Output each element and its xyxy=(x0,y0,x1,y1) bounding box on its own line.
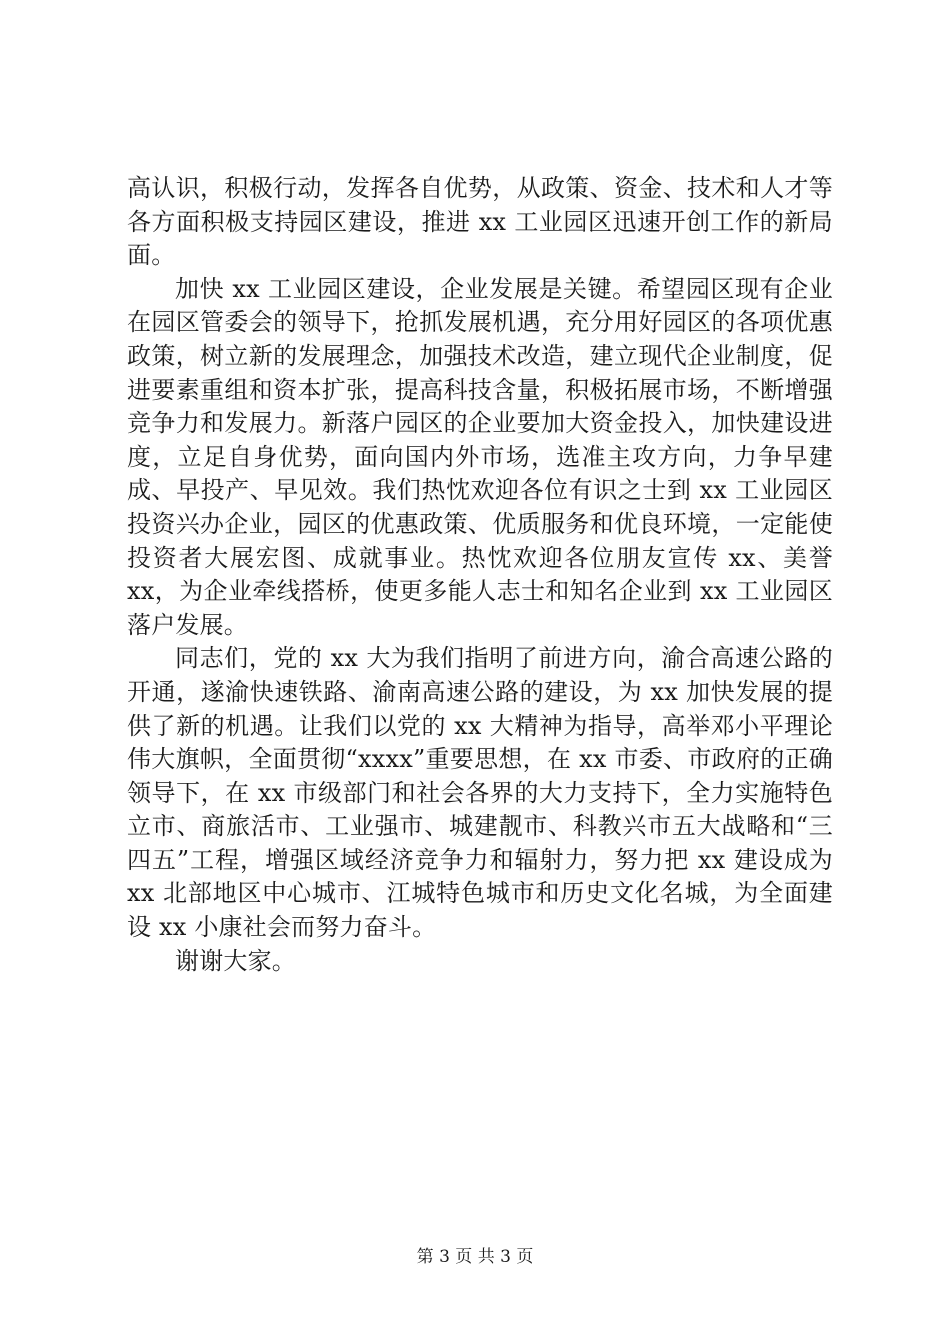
paragraph-3: 同志们，党的 xx 大为我们指明了前进方向，渝合高速公路的开通，遂渝快速铁路、渝南高速公路的建设，为 xx 加快发展的提供了新的机遇。让我们以党的 xx 大精神为指导，高举邓小平理论伟大旗帜，全面贯彻“xxxx”重要思想，在 xx 市委、市政府的正确领导下，在 xx 市级部门和社会各界的大力支持下，全力实施特色立市、商旅活市、工业强市、城建靓市、科教兴市五大战略和“三四五”工程，增强区域经济竞争力和辐射力，努力把 xx 建设成为 xx 北部地区中心城市、江城特色城市和历史文化名城，为全面建设 xx 小康社会而努力奋斗。 xyxy=(127,644,833,942)
paragraph-1: 高认识，积极行动，发挥各自优势，从政策、资金、技术和人才等各方面积极支持园区建设，推进 xx 工业园区迅速开创工作的新局面。 xyxy=(127,174,833,270)
page-footer xyxy=(0,1242,950,1267)
document-body xyxy=(127,172,833,978)
paragraph-2: 加快 xx 工业园区建设，企业发展是关键。希望园区现有企业在园区管委会的领导下，抢抓发展机遇，充分用好园区的各项优惠政策，树立新的发展理念，加强技术改造，建立现代企业制度，促进要素重组和资本扩张，提高科技含量，积极拓展市场，不断增强竞争力和发展力。新落户园区的企业要加大资金投入，加快建设进度，立足自身优势，面向国内外市场，选准主攻方向，力争早建成、早投产、早见效。我们热忱欢迎各位有识之士到 xx 工业园区投资兴办企业，园区的优惠政策、优质服务和优良环境，一定能使投资者大展宏图、成就事业。热忱欢迎各位朋友宣传 xx、美誉 xx，为企业牵线搭桥，使更多能人志士和知名企业到 xx 工业园区落户发展。 xyxy=(127,274,833,639)
paragraph-4: 谢谢大家。 xyxy=(175,946,296,975)
page-number-label: 第 3 页 共 3 页 xyxy=(416,1247,534,1267)
